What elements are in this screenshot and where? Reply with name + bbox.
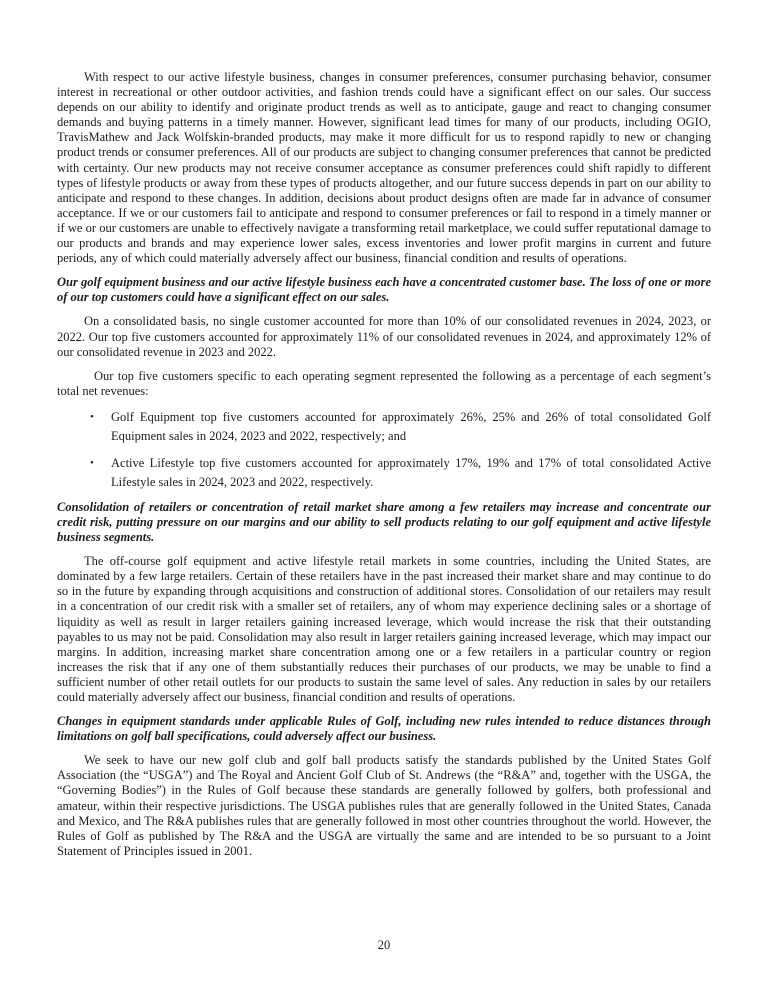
page-number: 20	[377, 938, 391, 952]
paragraph-rules-of-golf: We seek to have our new golf club and golf ball products satisfy the standards published by the United States Golf Association (the “USGA”) and The Royal and Ancient Golf Club of St. Andrews (the “R&A” and, together with the USGA, the “Governing Bodies”) in the Rules of Golf because these standards are generally followed by golfers, both professional and amateur, within their respective jurisdictions. The USGA publishes rules that are generally followed in the United States, Canada and Mexico, and The R&A publishes rules that are generally followed in most other countries throughout the world. However, the Rules of Golf as published by The R&A and the USGA are virtually the same and are intended to be so pursuant to a Joint Statement of Principles issued in 2001.	[57, 753, 711, 858]
bullet-icon: •	[90, 410, 94, 423]
heading-retailer-consolidation: Consolidation of retailers or concentration of retail market share among a few retailers may increase and concentrate our credit risk, putting pressure on our margins and our ability to sell products relating to our golf equipment and active lifestyle business segments.	[57, 499, 711, 545]
heading-equipment-standards: Changes in equipment standards under applicable Rules of Golf, including new rules intended to reduce distances through limitations on golf ball specifications, could adversely affect our business.	[57, 714, 711, 744]
paragraph-consumer-preferences: With respect to our active lifestyle business, changes in consumer preferences, consumer purchasing behavior, consumer interest in recreational or other outdoor activities, and fashion trends could have a significant effect on our sales. Our success depends on our ability to identify and originate product trends as well as to anticipate, gauge and react to changing consumer demands and buying patterns in a timely manner. However, significant lead times for many of our products, including OGIO, TravisMathew and Jack Wolfskin-branded products, may make it more difficult for us to respond rapidly to new or changing product trends or consumer preferences. All of our products are subject to changing consumer preferences that cannot be predicted with certainty. Our new products may not receive consumer acceptance as consumer preferences could shift rapidly to different types of lifestyle products or away from these types of products altogether, and our future success depends in part on our ability to anticipate and respond to these changes. In addition, decisions about product designs often are made far in advance of consumer acceptance. If we or our customers fail to anticipate and respond to consumer preferences or fail to respond in a timely manner or if we or our customers are unable to effectively navigate a transforming retail marketplace, we could suffer reputational damage to our products and brands and may experience lower sales, excess inventories and lower profit margins in current and future periods, any of which could materially adversely affect our business, financial condition and results of operations.	[57, 70, 711, 266]
bullet-icon: •	[90, 456, 94, 469]
bullet-list	[57, 408, 711, 492]
paragraph-retail-consolidation: The off-course golf equipment and active lifestyle retail markets in some countries, including the United States, are dominated by a few large retailers. Certain of these retailers have in the past increased their market share and may continue to do so in the future by expanding through acquisitions and construction of additional stores. Consolidation of our retailers may result in a concentration of our credit risk with a smaller set of retailers, any of whom may experience declining sales or a shortage of liquidity as well as result in larger retailers gaining increased leverage, which would increase the risk that their outstanding payables to us may not be paid. Consolidation may also result in larger retailers gaining increased leverage, which may impact our margins. In addition, increasing market share concentration among one or a few retailers in a particular country or region increases the risk that if any one of them substantially reduces their purchases of our products, we may be unable to find a sufficient number of other retail outlets for our products to sustain the same level of sales. Any reduction in sales by our retailers could materially adversely affect our business, financial condition and results of operations.	[57, 554, 711, 704]
paragraph-consolidated-customers: On a consolidated basis, no single customer accounted for more than 10% of our consolidated revenues in 2024, 2023, or 2022. Our top five customers accounted for approximately 11% of our consolidated revenues in 2024, and approximately 12% of our consolidated revenue in 2023 and 2022.	[57, 314, 711, 359]
bullet-item-active-lifestyle	[57, 454, 711, 492]
bullet-item-golf-equipment	[57, 408, 711, 446]
paragraph-segment-intro: Our top five customers specific to each operating segment represented the following as a percentage of each segment’s total net revenues:	[57, 368, 711, 398]
bullet-text-active-lifestyle: Active Lifestyle top five customers accounted for approximately 17%, 19% and 17% of total consolidated Active Lifestyle sales in 2024, 2023 and 2022, respectively.	[111, 455, 711, 489]
heading-customer-base: Our golf equipment business and our active lifestyle business each have a concentrated customer base. The loss of one or more of our top customers could have a significant effect on our sales.	[57, 275, 711, 305]
bullet-text-golf-equipment: Golf Equipment top five customers accounted for approximately 26%, 25% and 26% of total consolidated Golf Equipment sales in 2024, 2023 and 2022, respectively; and	[111, 409, 711, 443]
